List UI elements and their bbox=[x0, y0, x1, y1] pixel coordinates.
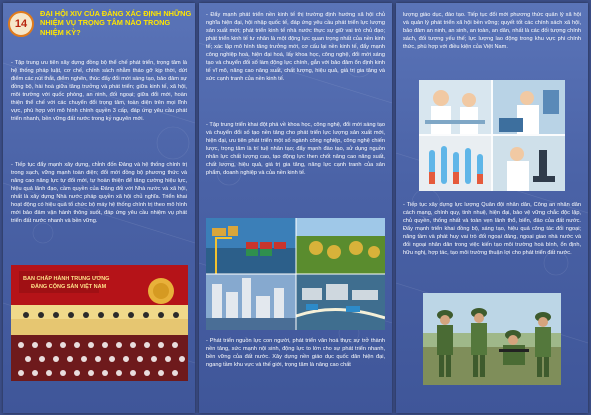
brochure-panel-middle bbox=[199, 3, 392, 413]
body-paragraph-2: - Tiếp tục xây dựng lực lượng Quân đội nhân dân, Công an nhân dân cách mạng, chính quy, tinh nhuệ, hiện đại, bảo vệ vững chắc độc lập, chủ quyền, thống nhất và toàn vẹn lãnh thổ, biển, đảo của đất nước. Đẩy mạnh triển khai đồng bộ, sáng tạo, hiệu quả công tác đối ngoại; nâng tầm và phát huy vai trò đối ngoại đảng, ngoại giao nhà nước và đối ngoại nhân dân trong việc kiến tạo môi trường hoà bình, ổn định, hữu nghị, hợp tác, tạo môi trường thuận lợi cho phát triển đất nước. bbox=[403, 202, 581, 257]
body-paragraph-1: - Tập trung ưu tiên xây dựng đồng bộ thể chế phát triển, trọng tâm là hệ thống pháp luật, cơ chế, chính sách nhằm tháo gỡ kịp thời, dứt điểm các nút thắt, điểm nghẽn, thúc đẩy đổi mới sáng tạo, bảo đảm sự đồng bộ, hài hoà giữa tăng trưởng và phát triển; giữa kinh tế, xã hội, môi trường với quốc phòng, an ninh, đối ngoại; giữa đổi mới, hoàn thiện thể chế với các chuyển đổi trọng tâm, toàn diện trên mọi lĩnh vực, phù hợp với mô hình chính quyền 3 cấp, đáp ứng yêu cầu phát triển nhanh, bền vững đất nước trong kỷ nguyên mới. bbox=[11, 60, 187, 123]
body-paragraph-1: - Đẩy mạnh phát triển nền kinh tế thị trường định hướng xã hội chủ nghĩa hiện đại, hội nhập quốc tế, đáp ứng yêu cầu phát triển lực lượng sản xuất mới; phát triển kinh tế nhà nước thực sự giữ vai trò chủ đạo; phát triển kinh tế tư nhân là một động lực quan trọng nhất của nền kinh tế; xác lập mô hình tăng trưởng mới, cơ cấu lại nền kinh tế, đẩy mạnh công nghiệp hoá, hiện đại hoá, lấy khoa học, công nghệ, đổi mới sáng tạo và chuyển đổi số làm động lực chính, gắn với bảo đảm ổn định kinh tế vĩ mô, nâng cao năng suất, chất lượng, hiệu quả, giá trị gia tăng và sức cạnh tranh của nền kinh tế. bbox=[206, 12, 385, 83]
body-paragraph-2: - Tập trung triển khai đột phá về khoa học, công nghệ, đổi mới sáng tạo và chuyển đổi số tạo nền tảng cho phát triển lực lượng sản xuất mới, hiện đại, ưu tiên phát triển một số ngành công nghiệp, công nghệ chiến lược, trọng tâm là trí tuệ nhân tạo; đẩy mạnh đào tạo, sử dụng nguồn nhân lực chất lượng cao, tạo động lực then chốt nâng cao năng suất, chất lượng, hiệu quả, giá trị gia tăng, năng lực cạnh tranh của sản phẩm, doanh nghiệp và của nền kinh tế. bbox=[206, 122, 385, 177]
body-paragraph-3: - Phát triển nguồn lực con người, phát triển văn hoá thực sự trở thành nền tảng, sức mạnh nội sinh, động lực to lớn cho sự phát triển nhanh, bền vững của đất nước. Xây dựng nền giáo dục quốc dân hiện đại, ngang tầm khu vực và thế giới, trọng tâm là nâng cao chất bbox=[206, 338, 385, 369]
body-paragraph-2: - Tiếp tục đẩy mạnh xây dựng, chỉnh đốn Đảng và hệ thống chính trị trong sạch, vững mạnh toàn diện; đổi mới đồng bộ phương thức và nâng cao năng lực tự đổi mới, tự hoàn thiện để tăng cường hiệu lực, hiệu quả lãnh đạo, cầm quyền của Đảng đối với Nhà nước và xã hội, nhất là xây dựng Nhà nước pháp quyền xã hội chủ nghĩa. Triển khai hoạt động có hiệu quả tổ chức bộ máy hệ thống chính trị theo mô hình mới bảo đảm vận hành thông suốt, đáp ứng yêu cầu nhiệm vụ phát triển đất nước nhanh và bền vững. bbox=[11, 162, 187, 225]
brochure-panel-right bbox=[396, 3, 588, 413]
section-title: ĐẠI HỘI XIV CỦA ĐẢNG XÁC ĐỊNH NHỮNG NHIỆM VỤ TRỌNG TÂM NÀO TRONG NHIỆM KỲ? bbox=[40, 9, 192, 37]
military-soldiers-photo bbox=[423, 293, 561, 385]
party-congress-photo bbox=[11, 265, 188, 381]
economy-collage-photo bbox=[206, 218, 385, 330]
body-paragraph-1: lượng giáo dục, đào tạo. Tiếp tục đổi mới phương thức quản lý xã hội và quản lý phát triển xã hội bền vững; quyết tốt các chính sách xã hội, bảo đảm an ninh, an sinh, an toàn, an dân, nhất là các đối tượng chính sách, đối tượng yếu thế; lực lượng lao động trong khu vực phi chính thức, phù hợp với điều kiện của Việt Nam. bbox=[403, 12, 581, 51]
section-header bbox=[8, 9, 192, 53]
congress-banner-line2: ĐẢNG CỘNG SẢN VIỆT NAM bbox=[31, 284, 107, 290]
section-number-badge: 14 bbox=[8, 11, 34, 37]
congress-banner-line1: BAN CHẤP HÀNH TRUNG ƯƠNG bbox=[23, 276, 110, 282]
brochure-panel-left bbox=[3, 3, 195, 413]
science-lab-collage-photo bbox=[419, 80, 565, 191]
